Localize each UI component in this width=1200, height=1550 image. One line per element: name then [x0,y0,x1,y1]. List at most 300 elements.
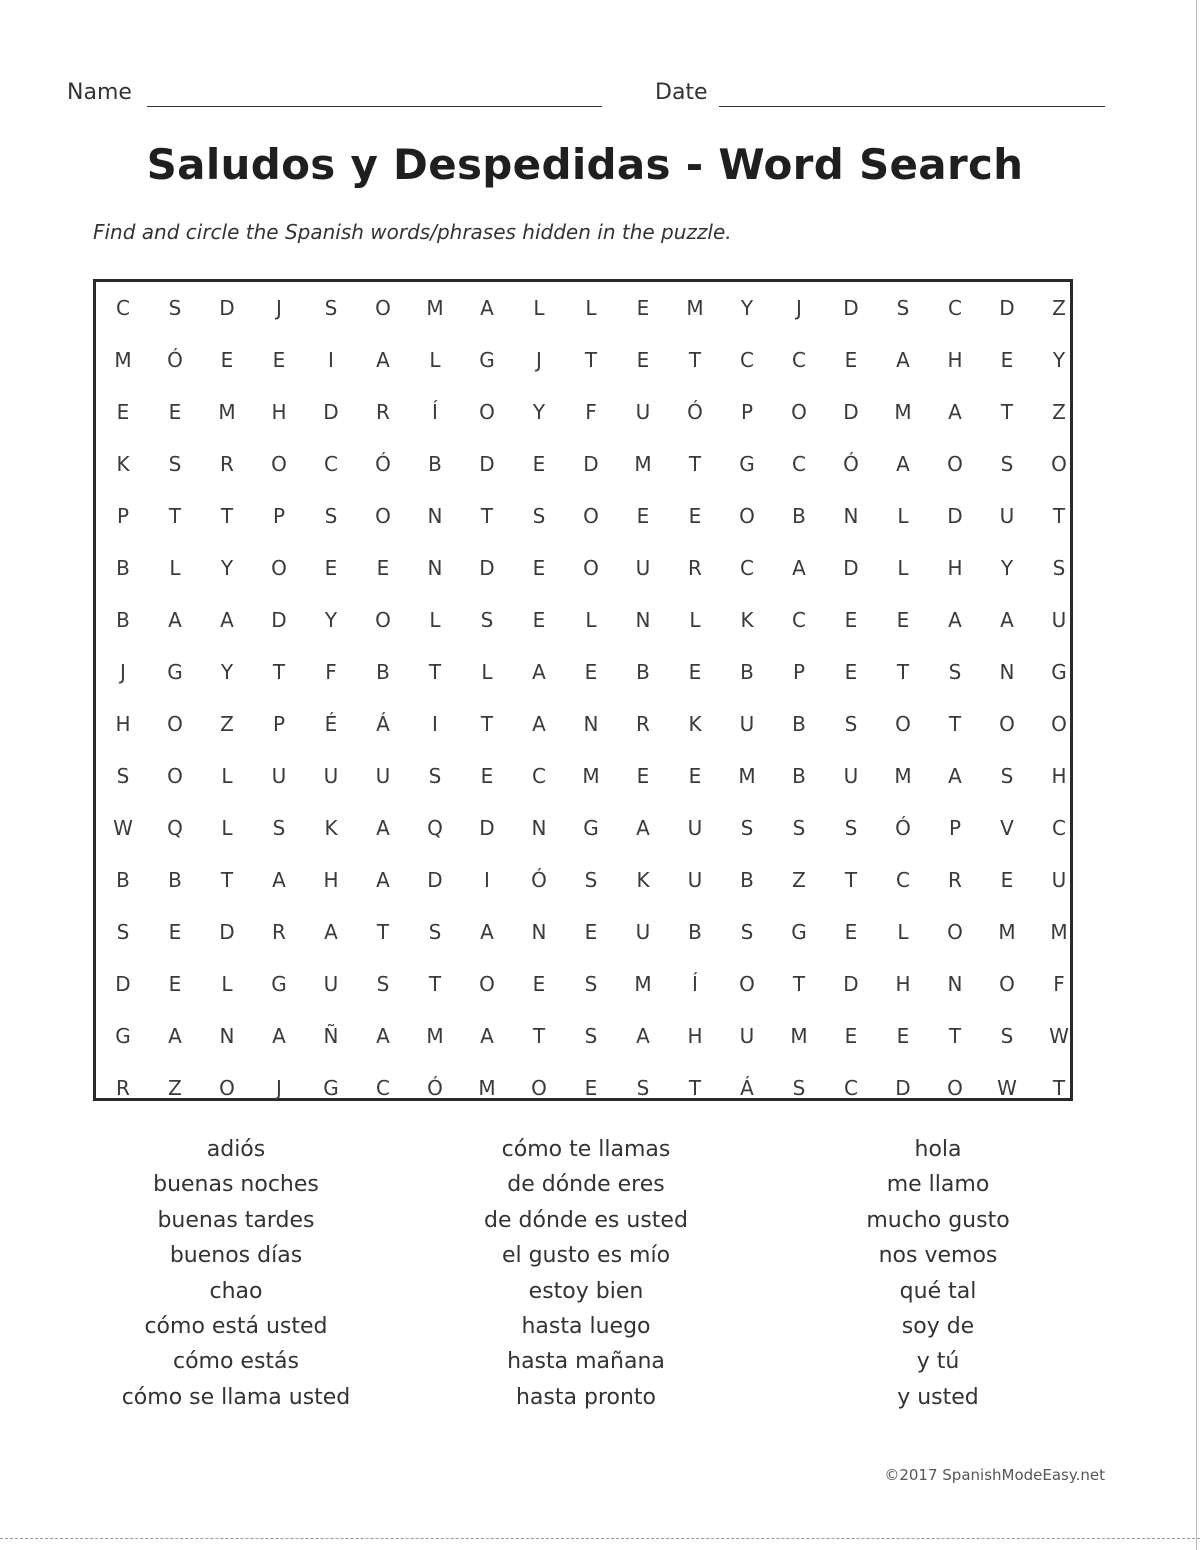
grid-letter[interactable]: M [790,1024,808,1048]
grid-letter[interactable]: Í [432,400,438,424]
grid-letter[interactable]: A [896,452,910,476]
grid-letter[interactable]: L [481,660,493,684]
grid-letter[interactable]: O [271,556,287,580]
grid-letter[interactable]: M [634,452,652,476]
grid-letter[interactable]: A [168,1024,182,1048]
grid-letter[interactable]: S [1000,1024,1014,1048]
grid-letter[interactable]: U [635,556,651,580]
grid-letter[interactable]: G [583,816,599,840]
grid-letter[interactable]: L [221,816,233,840]
grid-letter[interactable]: A [948,764,962,788]
grid-letter[interactable]: H [115,712,131,736]
grid-letter[interactable]: M [894,764,912,788]
grid-letter[interactable]: J [796,296,802,320]
grid-letter[interactable]: T [272,660,286,684]
grid-letter[interactable]: O [947,920,963,944]
grid-letter[interactable]: V [1000,816,1014,840]
grid-letter[interactable]: E [116,400,130,424]
grid-letter[interactable]: C [844,1076,858,1100]
grid-letter[interactable]: C [792,608,806,632]
grid-letter[interactable]: T [688,348,702,372]
grid-letter[interactable]: Z [792,868,806,892]
grid-letter[interactable]: R [636,712,650,736]
grid-letter[interactable]: G [323,1076,339,1100]
grid-letter[interactable]: D [843,400,859,424]
grid-letter[interactable]: S [844,712,858,736]
grid-letter[interactable]: I [328,348,334,372]
grid-letter[interactable]: E [584,1076,598,1100]
grid-letter[interactable]: Y [220,660,234,684]
grid-letter[interactable]: Ó [687,400,703,424]
grid-letter[interactable]: E [168,920,182,944]
grid-letter[interactable]: K [688,712,702,736]
grid-letter[interactable]: S [272,816,286,840]
grid-letter[interactable]: F [585,400,597,424]
grid-letter[interactable]: O [739,972,755,996]
grid-letter[interactable]: U [635,400,651,424]
grid-letter[interactable]: P [116,504,130,528]
grid-letter[interactable]: E [532,972,546,996]
grid-letter[interactable]: T [948,1024,962,1048]
grid-letter[interactable]: A [376,868,390,892]
grid-letter[interactable]: M [426,1024,444,1048]
grid-letter[interactable]: K [636,868,650,892]
grid-letter[interactable]: O [999,972,1015,996]
grid-letter[interactable]: M [1050,920,1068,944]
grid-letter[interactable]: O [583,556,599,580]
grid-letter[interactable]: O [531,1076,547,1100]
grid-letter[interactable]: A [532,712,546,736]
grid-letter[interactable]: A [168,608,182,632]
grid-letter[interactable]: D [843,556,859,580]
grid-letter[interactable]: S [480,608,494,632]
grid-letter[interactable]: S [792,816,806,840]
grid-letter[interactable]: Ó [531,868,547,892]
grid-letter[interactable]: L [897,920,909,944]
grid-letter[interactable]: N [999,660,1015,684]
grid-letter[interactable]: L [169,556,181,580]
grid-letter[interactable]: T [532,1024,546,1048]
grid-letter[interactable]: Á [740,1076,754,1100]
grid-letter[interactable]: W [997,1076,1017,1100]
grid-letter[interactable]: L [221,972,233,996]
grid-letter[interactable]: K [324,816,338,840]
grid-letter[interactable]: R [376,400,390,424]
grid-letter[interactable]: O [375,296,391,320]
grid-letter[interactable]: U [635,920,651,944]
grid-letter[interactable]: O [1051,712,1067,736]
grid-letter[interactable]: C [376,1076,390,1100]
grid-letter[interactable]: E [636,348,650,372]
grid-letter[interactable]: D [323,400,339,424]
grid-letter[interactable]: D [479,816,495,840]
grid-letter[interactable]: E [896,608,910,632]
grid-letter[interactable]: H [687,1024,703,1048]
grid-letter[interactable]: D [947,504,963,528]
grid-letter[interactable]: T [1000,400,1014,424]
grid-letter[interactable]: K [116,452,130,476]
grid-letter[interactable]: H [271,400,287,424]
grid-letter[interactable]: O [479,972,495,996]
grid-letter[interactable]: T [792,972,806,996]
grid-letter[interactable]: E [636,296,650,320]
grid-letter[interactable]: T [480,504,494,528]
grid-letter[interactable]: G [271,972,287,996]
grid-letter[interactable]: D [843,296,859,320]
grid-letter[interactable]: N [843,504,859,528]
grid-letter[interactable]: O [791,400,807,424]
grid-letter[interactable]: N [583,712,599,736]
grid-letter[interactable]: U [739,712,755,736]
grid-letter[interactable]: Y [1000,556,1014,580]
grid-letter[interactable]: A [480,296,494,320]
grid-letter[interactable]: D [115,972,131,996]
grid-letter[interactable]: S [740,816,754,840]
grid-letter[interactable]: A [324,920,338,944]
grid-letter[interactable]: T [1052,1076,1066,1100]
grid-letter[interactable]: S [428,764,442,788]
grid-letter[interactable]: T [220,868,234,892]
grid-letter[interactable]: T [480,712,494,736]
grid-letter[interactable]: G [115,1024,131,1048]
grid-letter[interactable]: O [167,712,183,736]
grid-letter[interactable]: O [583,504,599,528]
grid-letter[interactable]: R [220,452,234,476]
grid-letter[interactable]: S [428,920,442,944]
grid-letter[interactable]: C [792,348,806,372]
grid-letter[interactable]: E [636,764,650,788]
grid-letter[interactable]: D [999,296,1015,320]
grid-letter[interactable]: N [531,816,547,840]
grid-letter[interactable]: D [479,556,495,580]
grid-letter[interactable]: A [480,920,494,944]
grid-letter[interactable]: S [844,816,858,840]
grid-letter[interactable]: G [167,660,183,684]
grid-letter[interactable]: Z [1052,296,1066,320]
grid-letter[interactable]: B [792,764,806,788]
grid-letter[interactable]: E [480,764,494,788]
grid-letter[interactable]: A [272,868,286,892]
grid-letter[interactable]: U [687,868,703,892]
grid-letter[interactable]: T [844,868,858,892]
grid-letter[interactable]: S [792,1076,806,1100]
grid-letter[interactable]: H [895,972,911,996]
grid-letter[interactable]: O [739,504,755,528]
grid-letter[interactable]: M [738,764,756,788]
grid-letter[interactable]: L [689,608,701,632]
grid-letter[interactable]: M [426,296,444,320]
grid-letter[interactable]: E [896,1024,910,1048]
grid-letter[interactable]: Y [324,608,338,632]
grid-letter[interactable]: E [168,400,182,424]
grid-letter[interactable]: D [479,452,495,476]
grid-letter[interactable]: O [947,452,963,476]
grid-letter[interactable]: E [532,556,546,580]
grid-letter[interactable]: W [113,816,133,840]
grid-letter[interactable]: D [271,608,287,632]
grid-letter[interactable]: S [740,920,754,944]
grid-letter[interactable]: C [896,868,910,892]
grid-letter[interactable]: E [844,608,858,632]
grid-letter[interactable]: K [740,608,754,632]
grid-letter[interactable]: E [584,920,598,944]
grid-letter[interactable]: N [219,1024,235,1048]
grid-letter[interactable]: Z [220,712,234,736]
grid-letter[interactable]: T [428,660,442,684]
grid-letter[interactable]: D [427,868,443,892]
grid-letter[interactable]: U [1051,608,1067,632]
grid-letter[interactable]: A [948,400,962,424]
grid-letter[interactable]: A [636,816,650,840]
grid-letter[interactable]: S [324,296,338,320]
grid-letter[interactable]: T [376,920,390,944]
grid-letter[interactable]: I [484,868,490,892]
grid-letter[interactable]: E [272,348,286,372]
grid-letter[interactable]: N [427,504,443,528]
grid-letter[interactable]: P [740,400,754,424]
grid-letter[interactable]: M [634,972,652,996]
grid-letter[interactable]: L [897,504,909,528]
grid-letter[interactable]: Z [168,1076,182,1100]
grid-letter[interactable]: L [429,348,441,372]
grid-letter[interactable]: Y [1052,348,1066,372]
grid-letter[interactable]: Ó [427,1076,443,1100]
grid-letter[interactable]: C [948,296,962,320]
name-line[interactable] [147,106,602,107]
grid-letter[interactable]: S [1000,452,1014,476]
grid-letter[interactable]: B [740,660,754,684]
grid-letter[interactable]: H [323,868,339,892]
grid-letter[interactable]: M [478,1076,496,1100]
grid-letter[interactable]: B [740,868,754,892]
grid-letter[interactable]: A [1000,608,1014,632]
grid-letter[interactable]: S [324,504,338,528]
grid-letter[interactable]: T [1052,504,1066,528]
grid-letter[interactable]: A [948,608,962,632]
grid-letter[interactable]: Y [740,296,754,320]
grid-letter[interactable]: L [585,296,597,320]
grid-letter[interactable]: J [276,1076,282,1100]
grid-letter[interactable]: S [116,764,130,788]
grid-letter[interactable]: J [536,348,542,372]
grid-letter[interactable]: H [947,556,963,580]
grid-letter[interactable]: C [740,348,754,372]
grid-letter[interactable]: Y [532,400,546,424]
grid-letter[interactable]: O [895,712,911,736]
grid-letter[interactable]: M [894,400,912,424]
date-line[interactable] [719,106,1105,107]
grid-letter[interactable]: T [584,348,598,372]
grid-letter[interactable]: C [116,296,130,320]
grid-letter[interactable]: T [688,452,702,476]
grid-letter[interactable]: O [167,764,183,788]
grid-letter[interactable]: B [116,556,130,580]
grid-letter[interactable]: C [532,764,546,788]
grid-letter[interactable]: T [428,972,442,996]
grid-letter[interactable]: L [897,556,909,580]
grid-letter[interactable]: L [221,764,233,788]
grid-letter[interactable]: A [376,816,390,840]
grid-letter[interactable]: P [272,504,286,528]
grid-letter[interactable]: S [168,296,182,320]
grid-letter[interactable]: S [1052,556,1066,580]
grid-letter[interactable]: D [895,1076,911,1100]
grid-letter[interactable]: G [739,452,755,476]
grid-letter[interactable]: E [688,660,702,684]
grid-letter[interactable]: A [376,1024,390,1048]
grid-letter[interactable]: Q [427,816,443,840]
grid-letter[interactable]: M [582,764,600,788]
grid-letter[interactable]: D [219,296,235,320]
grid-letter[interactable]: S [584,972,598,996]
grid-letter[interactable]: A [636,1024,650,1048]
grid-letter[interactable]: Ó [167,348,183,372]
grid-letter[interactable]: E [688,764,702,788]
grid-letter[interactable]: Q [167,816,183,840]
grid-letter[interactable]: E [584,660,598,684]
grid-letter[interactable]: T [948,712,962,736]
grid-letter[interactable]: D [843,972,859,996]
grid-letter[interactable]: T [688,1076,702,1100]
grid-letter[interactable]: S [636,1076,650,1100]
grid-letter[interactable]: S [376,972,390,996]
grid-letter[interactable]: S [116,920,130,944]
grid-letter[interactable]: I [432,712,438,736]
grid-letter[interactable]: U [323,764,339,788]
grid-letter[interactable]: E [220,348,234,372]
grid-letter[interactable]: L [533,296,545,320]
grid-letter[interactable]: L [429,608,441,632]
grid-letter[interactable]: M [998,920,1016,944]
grid-letter[interactable]: L [585,608,597,632]
grid-letter[interactable]: O [219,1076,235,1100]
grid-letter[interactable]: U [323,972,339,996]
grid-letter[interactable]: J [276,296,282,320]
grid-letter[interactable]: E [688,504,702,528]
grid-letter[interactable]: B [116,608,130,632]
grid-letter[interactable]: R [272,920,286,944]
grid-letter[interactable]: T [220,504,234,528]
grid-letter[interactable]: B [636,660,650,684]
grid-letter[interactable]: U [1051,868,1067,892]
grid-letter[interactable]: C [324,452,338,476]
grid-letter[interactable]: O [1051,452,1067,476]
grid-letter[interactable]: E [844,348,858,372]
grid-letter[interactable]: O [271,452,287,476]
grid-letter[interactable]: G [791,920,807,944]
grid-letter[interactable]: B [428,452,442,476]
grid-letter[interactable]: Y [220,556,234,580]
grid-letter[interactable]: P [948,816,962,840]
grid-letter[interactable]: W [1049,1024,1069,1048]
grid-letter[interactable]: N [947,972,963,996]
grid-letter[interactable]: F [1053,972,1065,996]
grid-letter[interactable]: R [116,1076,130,1100]
grid-letter[interactable]: E [844,920,858,944]
grid-letter[interactable]: H [1051,764,1067,788]
grid-letter[interactable]: R [688,556,702,580]
grid-letter[interactable]: O [947,1076,963,1100]
grid-letter[interactable]: S [1000,764,1014,788]
grid-letter[interactable]: Í [692,972,698,996]
grid-letter[interactable]: J [120,660,126,684]
grid-letter[interactable]: O [375,608,391,632]
grid-letter[interactable]: H [947,348,963,372]
grid-letter[interactable]: D [219,920,235,944]
grid-letter[interactable]: P [792,660,806,684]
grid-letter[interactable]: Á [376,712,390,736]
grid-letter[interactable]: C [1052,816,1066,840]
grid-letter[interactable]: T [168,504,182,528]
grid-letter[interactable]: C [792,452,806,476]
grid-letter[interactable]: Z [1052,400,1066,424]
grid-letter[interactable]: Ó [375,452,391,476]
grid-letter[interactable]: S [532,504,546,528]
grid-letter[interactable]: A [792,556,806,580]
grid-letter[interactable]: Ó [895,816,911,840]
grid-letter[interactable]: A [896,348,910,372]
grid-letter[interactable]: S [584,868,598,892]
grid-letter[interactable]: E [844,660,858,684]
grid-letter[interactable]: O [479,400,495,424]
grid-letter[interactable]: T [896,660,910,684]
grid-letter[interactable]: U [375,764,391,788]
grid-letter[interactable]: S [948,660,962,684]
grid-letter[interactable]: A [376,348,390,372]
grid-letter[interactable]: O [375,504,391,528]
grid-letter[interactable]: U [999,504,1015,528]
grid-letter[interactable]: E [532,608,546,632]
grid-letter[interactable]: S [168,452,182,476]
grid-letter[interactable]: B [792,504,806,528]
grid-letter[interactable]: U [271,764,287,788]
grid-letter[interactable]: N [427,556,443,580]
grid-letter[interactable]: O [999,712,1015,736]
grid-letter[interactable]: G [1051,660,1067,684]
grid-letter[interactable]: C [740,556,754,580]
grid-letter[interactable]: E [1000,348,1014,372]
grid-letter[interactable]: N [635,608,651,632]
grid-letter[interactable]: B [116,868,130,892]
grid-letter[interactable]: Ó [843,452,859,476]
grid-letter[interactable]: M [686,296,704,320]
grid-letter[interactable]: Ñ [323,1024,339,1048]
grid-letter[interactable]: M [114,348,132,372]
grid-letter[interactable]: A [480,1024,494,1048]
grid-letter[interactable]: A [220,608,234,632]
grid-letter[interactable]: S [584,1024,598,1048]
grid-letter[interactable]: F [325,660,337,684]
grid-letter[interactable]: D [583,452,599,476]
grid-letter[interactable]: R [948,868,962,892]
grid-letter[interactable]: B [792,712,806,736]
grid-letter[interactable]: U [739,1024,755,1048]
grid-letter[interactable]: M [218,400,236,424]
grid-letter[interactable]: É [324,712,338,736]
grid-letter[interactable]: N [531,920,547,944]
grid-letter[interactable]: P [272,712,286,736]
grid-letter[interactable]: S [896,296,910,320]
grid-letter[interactable]: G [479,348,495,372]
grid-letter[interactable]: E [1000,868,1014,892]
grid-letter[interactable]: B [376,660,390,684]
grid-letter[interactable]: E [168,972,182,996]
grid-letter[interactable]: E [636,504,650,528]
grid-letter[interactable]: B [168,868,182,892]
grid-letter[interactable]: E [844,1024,858,1048]
grid-letter[interactable]: A [532,660,546,684]
grid-letter[interactable]: A [272,1024,286,1048]
